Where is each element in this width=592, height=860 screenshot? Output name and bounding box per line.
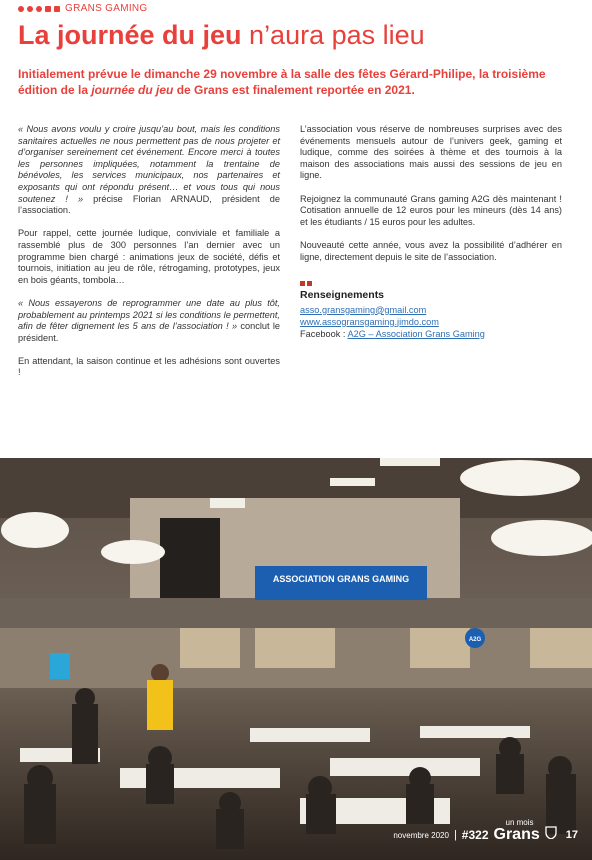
paragraph-quote-president xyxy=(18,124,280,217)
page-footer xyxy=(393,818,578,844)
facebook-line xyxy=(300,328,562,340)
lead-part-2: de Grans est finalement reportée en 2021. xyxy=(173,83,415,97)
info-marks-icon xyxy=(300,281,562,286)
footer-date: novembre 2020 xyxy=(393,830,449,840)
paragraph-season: En attendant, la saison continue et les adhésions sont ouvertes ! xyxy=(18,355,280,378)
paragraph-online: Nouveauté cette année, vous avez la possibilité d’adhérer en ligne, directement depuis le site de l’association. xyxy=(300,239,562,262)
footer-separator: | xyxy=(453,829,457,841)
right-column xyxy=(300,124,562,340)
photo-logo-text: A2G xyxy=(468,637,482,643)
paragraph-membership: Rejoignez la communauté Grans gaming A2G dès maintenant ! Cotisation annuelle de 12 euros pour les mineurs (dès 14 ans) et les étudiants / 15 euros pour les adultes. xyxy=(300,193,562,227)
paragraph-quote-reschedule xyxy=(18,298,280,344)
quote-2-attribution: conclut le président. xyxy=(18,321,280,343)
footer-brand-name: Grans xyxy=(493,826,540,843)
facebook-label: Facebook : xyxy=(300,328,348,339)
photo-banner-text: ASSOCIATION GRANS GAMING xyxy=(272,574,410,584)
article-title xyxy=(18,18,425,52)
facebook-link[interactable]: A2G – Association Grans Gaming xyxy=(347,328,485,339)
section-tag xyxy=(18,3,148,14)
paragraph-recap: Pour rappel, cette journée ludique, conviviale et familiale a rassemblé plus de 300 personnes l’an dernier avec un programme bien chargé : animations jeux de société, défis et tournois, initiation au jeu de rôle, rétrogaming, prototypes, jeux en bois géants, tombola… xyxy=(18,228,280,285)
info-title: Renseignements xyxy=(300,289,385,302)
section-label: GRANS GAMING xyxy=(65,3,148,14)
email-link[interactable]: asso.gransgaming@gmail.com xyxy=(300,304,427,315)
quote-2: « Nous essayerons de reprogrammer une date au plus tôt, probablement au printemps 2021 si les conditions le permettent, afin de fêter dignement les 5 ans de l’association ! » xyxy=(18,297,280,332)
event-photo xyxy=(0,458,592,860)
lead-emphasis: journée du jeu xyxy=(91,83,174,97)
quote-1: « Nous avons voulu y croire jusqu’au bout, mais les conditions sanitaires actuelles ne nous permettent pas de nous projeter et d’organiser sereinement cet événement. Encore merci à toutes les personnes impliquées, notamment la trentaine de bénévoles, les services municipaux, nos partenaires et exposants qui ont répondu présent… et vous tous qui nous soutenez ! » xyxy=(18,124,280,204)
title-light: n’aura pas lieu xyxy=(249,20,425,50)
lead-part-1: Initialement prévue le dimanche 29 novembre à la salle des fêtes Gérard-Philipe, la troisième édition de la xyxy=(18,67,546,97)
crest-icon xyxy=(545,826,557,844)
page-number: 17 xyxy=(565,829,578,841)
footer-brand-small: un mois xyxy=(505,818,534,827)
left-column xyxy=(18,124,280,391)
title-bold: La journée du jeu xyxy=(18,20,242,50)
article-lead xyxy=(18,66,568,98)
footer-issue: #322 xyxy=(461,828,489,842)
quote-1-attribution: précise Florian ARNAUD, président de l’association. xyxy=(18,193,280,216)
footer-brand xyxy=(493,818,540,844)
paragraph-association: L’association vous réserve de nombreuses surprises avec des événements mensuels autour de l’univers geek, gaming et ludique, comme des soirées à thème et des tournois à la maison des associations mais aussi des sessions de jeu en ligne. xyxy=(300,124,562,181)
section-dots-icon xyxy=(18,6,60,12)
website-link[interactable]: www.assogransgaming.jimdo.com xyxy=(300,316,439,327)
